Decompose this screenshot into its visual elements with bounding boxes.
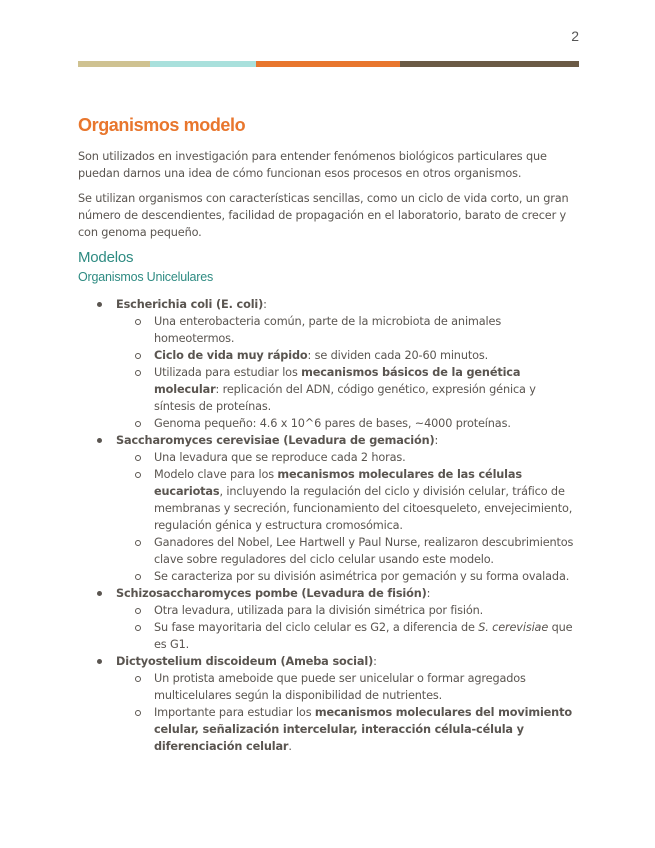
- organism-details: [116, 670, 578, 755]
- section-title: Modelos: [78, 249, 134, 266]
- hollow-bullet-icon: [135, 676, 141, 682]
- hollow-bullet-icon: [135, 710, 141, 716]
- page-title: Organismos modelo: [78, 115, 246, 135]
- detail-text: Genoma pequeño: 4.6 x 10^6 pares de bases, ~4000 proteínas.: [154, 417, 511, 430]
- detail-text: Se caracteriza por su división asimétrica por gemación y su forma ovalada.: [154, 570, 570, 583]
- hollow-bullet-icon: [135, 455, 141, 461]
- bullet-icon: [97, 302, 102, 307]
- hollow-bullet-icon: [135, 370, 141, 376]
- detail-item: [116, 619, 578, 653]
- detail-emphasis: mecanismos básicos de la genética molecular: [154, 366, 521, 396]
- hollow-bullet-icon: [135, 625, 141, 631]
- organism-item: [78, 432, 578, 585]
- detail-item: [116, 602, 578, 619]
- detail-text: Utilizada para estudiar los: [154, 366, 302, 379]
- organism-list: [78, 296, 578, 755]
- page-number: 2: [571, 28, 579, 44]
- detail-text: Una enterobacteria común, parte de la microbiota de animales homeotermos.: [154, 315, 502, 345]
- detail-text: .: [288, 740, 292, 753]
- detail-item: [116, 449, 578, 466]
- detail-item: [116, 670, 578, 704]
- detail-item: [116, 364, 578, 415]
- detail-text: Importante para estudiar los: [154, 706, 315, 719]
- characteristics-paragraph: Se utilizan organismos con características sencillas, como un ciclo de vida corto, un gran número de descendientes, facilidad de propagación en el laboratorio, barato de crecer y con genoma pequeño.: [78, 192, 569, 239]
- detail-text: Su fase mayoritaria del ciclo celular es G2, a diferencia de: [154, 621, 479, 634]
- detail-text: Ganadores del Nobel, Lee Hartwell y Paul Nurse, realizaron descubrimientos clave sobre reguladores del ciclo celular usando este modelo.: [154, 536, 574, 566]
- hollow-bullet-icon: [135, 608, 141, 614]
- detail-item: [116, 347, 578, 364]
- detail-text: Otra levadura, utilizada para la división simétrica por fisión.: [154, 604, 484, 617]
- detail-text: : se dividen cada 20-60 minutos.: [307, 349, 489, 362]
- intro-paragraph: Son utilizados en investigación para entender fenómenos biológicos particulares que puedan darnos una idea de cómo funcionan esos procesos en otros organismos.: [78, 150, 547, 180]
- organism-details: [116, 602, 578, 653]
- organism-name-suffix: :: [434, 434, 439, 447]
- color-bar-segment: [78, 61, 150, 67]
- organism-item: [78, 653, 578, 755]
- detail-item: [116, 568, 578, 585]
- organism-name-suffix: :: [263, 298, 267, 311]
- detail-item: [116, 415, 578, 432]
- detail-emphasis: Ciclo de vida muy rápido: [154, 349, 308, 362]
- detail-item: [116, 313, 578, 347]
- hollow-bullet-icon: [135, 319, 141, 325]
- detail-text: Una levadura que se reproduce cada 2 horas.: [154, 451, 406, 464]
- organism-details: [116, 449, 578, 585]
- organism-name-suffix: :: [426, 587, 431, 600]
- color-bar-segment: [400, 61, 579, 67]
- detail-italic: S. cerevisiae: [478, 621, 549, 634]
- organism-item: [78, 296, 578, 432]
- organism-name: Escherichia coli (E. coli): [116, 298, 264, 311]
- bullet-icon: [97, 591, 102, 596]
- organism-details: [116, 313, 578, 432]
- color-bar-segment: [150, 61, 256, 67]
- detail-emphasis: mecanismos moleculares de las células eucariotas: [154, 468, 522, 498]
- header-color-bar: [78, 61, 579, 67]
- detail-item: [116, 704, 578, 755]
- subsection-title: Organismos Unicelulares: [78, 270, 214, 284]
- detail-item: [116, 466, 578, 534]
- color-bar-segment: [256, 61, 400, 67]
- detail-text: , incluyendo la regulación del ciclo y división celular, tráfico de membranas y secreción, funcionamiento del citoesqueleto, envejecimiento, regulación génica y estructura cromosómica.: [154, 485, 573, 532]
- organism-name: Saccharomyces cerevisiae (Levadura de gemación): [116, 434, 435, 447]
- bullet-icon: [97, 659, 102, 664]
- detail-text: Modelo clave para los: [154, 468, 278, 481]
- hollow-bullet-icon: [135, 421, 141, 427]
- detail-emphasis: mecanismos moleculares del movimiento celular, señalización intercelular, interacción célula-célula y diferenciación celular: [154, 706, 572, 753]
- detail-text: que es G1.: [154, 621, 573, 651]
- hollow-bullet-icon: [135, 540, 141, 546]
- bullet-icon: [97, 438, 102, 443]
- hollow-bullet-icon: [135, 353, 141, 359]
- organism-name: Dictyostelium discoideum (Ameba social): [116, 655, 374, 668]
- organism-name: Schizosaccharomyces pombe (Levadura de fisión): [116, 587, 427, 600]
- detail-text: Un protista ameboide que puede ser unicelular o formar agregados multicelulares según la disponibilidad de nutrientes.: [154, 672, 526, 702]
- detail-text: : replicación del ADN, código genético, expresión génica y síntesis de proteínas.: [154, 383, 536, 413]
- hollow-bullet-icon: [135, 574, 141, 580]
- organism-name-suffix: :: [373, 655, 377, 668]
- organism-item: [78, 585, 578, 653]
- hollow-bullet-icon: [135, 472, 141, 478]
- detail-item: [116, 534, 578, 568]
- document-body: [78, 115, 578, 755]
